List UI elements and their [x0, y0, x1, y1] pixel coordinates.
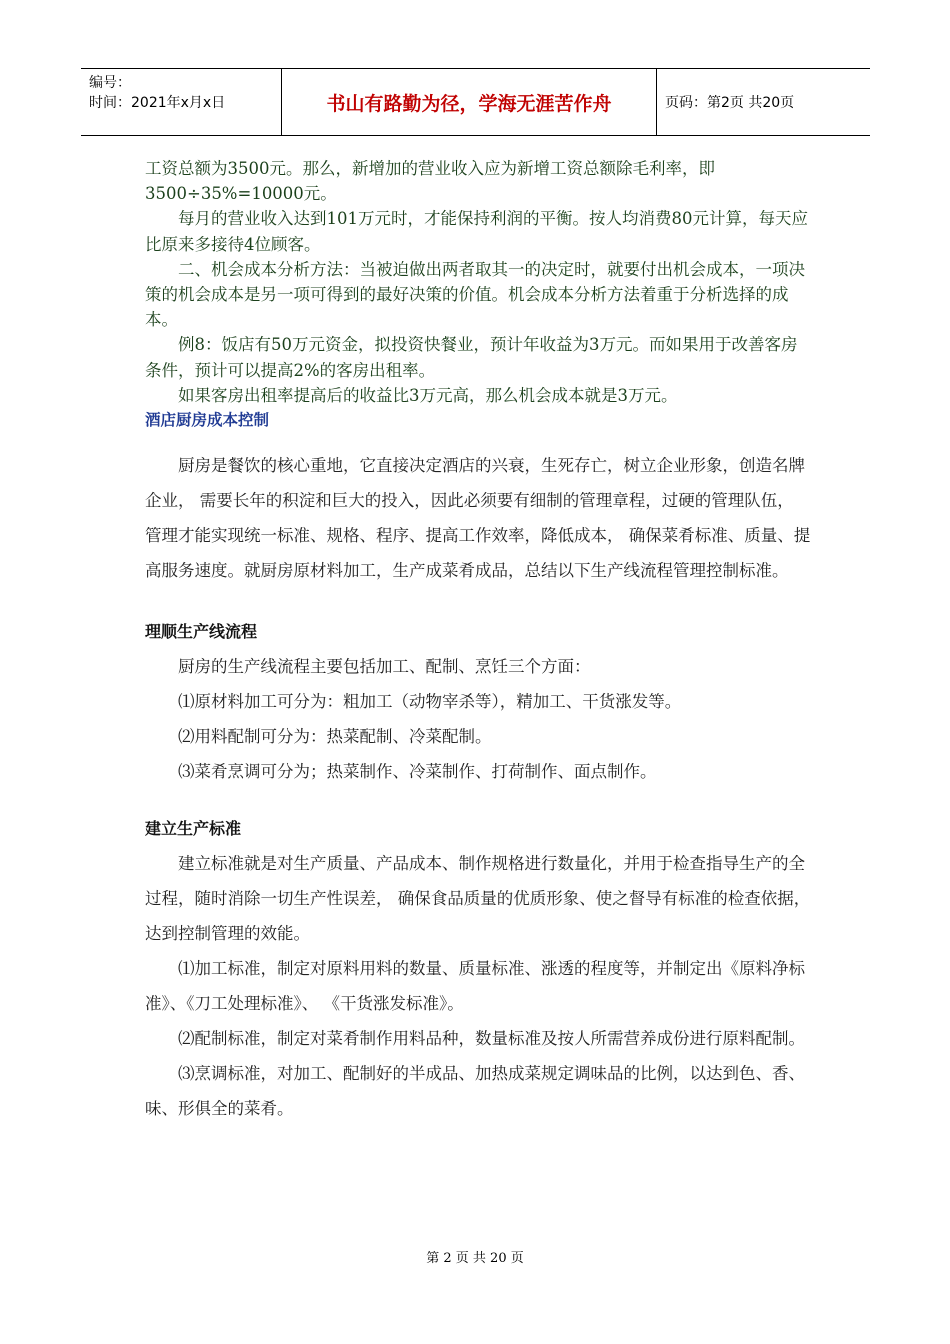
intro-paragraph: 厨房是餐饮的核心重地，它直接决定酒店的兴衰，生死存亡，树立企业形象，创造名牌企业， 需要长年的积淀和巨大的投入，因此必须要有细制的管理章程，过硬的管理队伍， 管理才能实现统一标准、规格、程序、提高工作效率，降低成本， 确保菜肴标准、质量、提高服务速度。就厨房原材料加工，生产成菜肴成品，总结以下生产线流程管理控制标准。: [145, 456, 811, 581]
header-meta: [81, 69, 282, 135]
standard-lead: 建立标准就是对生产质量、产品成本、制作规格进行数量化，并用于检查指导生产的全过程，随时消除一切生产性误差， 确保食品质量的优质形象、使之督导有标准的检查依据， 达到控制管理的效能。: [145, 854, 811, 944]
flow-section-title: 理顺生产线流程: [145, 622, 258, 642]
flow-lead: 厨房的生产线流程主要包括加工、配制、烹饪三个方面：: [178, 657, 591, 677]
standard-section-title: 建立生产标准: [145, 819, 242, 839]
number-label: 编号：: [89, 75, 131, 91]
page-header: [81, 68, 870, 136]
cost-analysis-section: [145, 156, 813, 408]
time-label: 时间：2021年x月x日: [89, 95, 226, 111]
list-item: ⑶菜肴烹调可分为；热菜制作、冷菜制作、打荷制作、面点制作。: [178, 762, 657, 782]
paragraph: 如果客房出租率提高后的收益比3万元高，那么机会成本就是3万元。: [178, 385, 678, 405]
list-item: ⑵用料配制可分为：热菜配制、冷菜配制。: [178, 727, 492, 747]
document-body: [145, 156, 813, 1126]
paragraph: 二、机会成本分析方法：当被迫做出两者取其一的决定时，就要付出机会成本，一项决策的机会成本是另一项可得到的最好决策的价值。机会成本分析方法着重于分析选择的成本。: [145, 259, 805, 330]
section-title: 酒店厨房成本控制: [145, 411, 270, 430]
paragraph: 每月的营业收入达到101万元时，才能保持利润的平衡。按人均消费80元计算，每天应比原来多接待4位顾客。: [145, 209, 808, 254]
list-item: ⑴加工标准，制定对原料用料的数量、质量标准、涨透的程度等，并制定出《原料净标准》、《刀工处理标准》、 《干货涨发标准》。: [145, 959, 805, 1014]
header-motto: 书山有路勤为径，学海无涯苦作舟: [282, 69, 657, 135]
paragraph: 例8：饭店有50万元资金，拟投资快餐业，预计年收益为3万元。而如果用于改善客房条件，预计可以提高2%的客房出租率。: [145, 335, 798, 380]
list-item: ⑵配制标准，制定对菜肴制作用料品种，数量标准及按人所需营养成份进行原料配制。: [178, 1029, 805, 1049]
list-item: ⑶烹调标准，对加工、配制好的半成品、加热成菜规定调味品的比例，以达到色、香、味、形俱全的菜肴。: [145, 1064, 805, 1119]
header-page-info: 页码：第2页 共20页: [665, 95, 795, 111]
paragraph: 工资总额为3500元。那么，新增加的营业收入应为新增工资总额除毛利率，即3500÷35%=10000元。: [145, 159, 715, 204]
kitchen-section: [145, 448, 813, 1126]
page-footer: 第 2 页 共 20 页: [426, 1251, 524, 1266]
list-item: ⑴原材料加工可分为：粗加工（动物宰杀等），精加工、干货涨发等。: [178, 692, 682, 712]
